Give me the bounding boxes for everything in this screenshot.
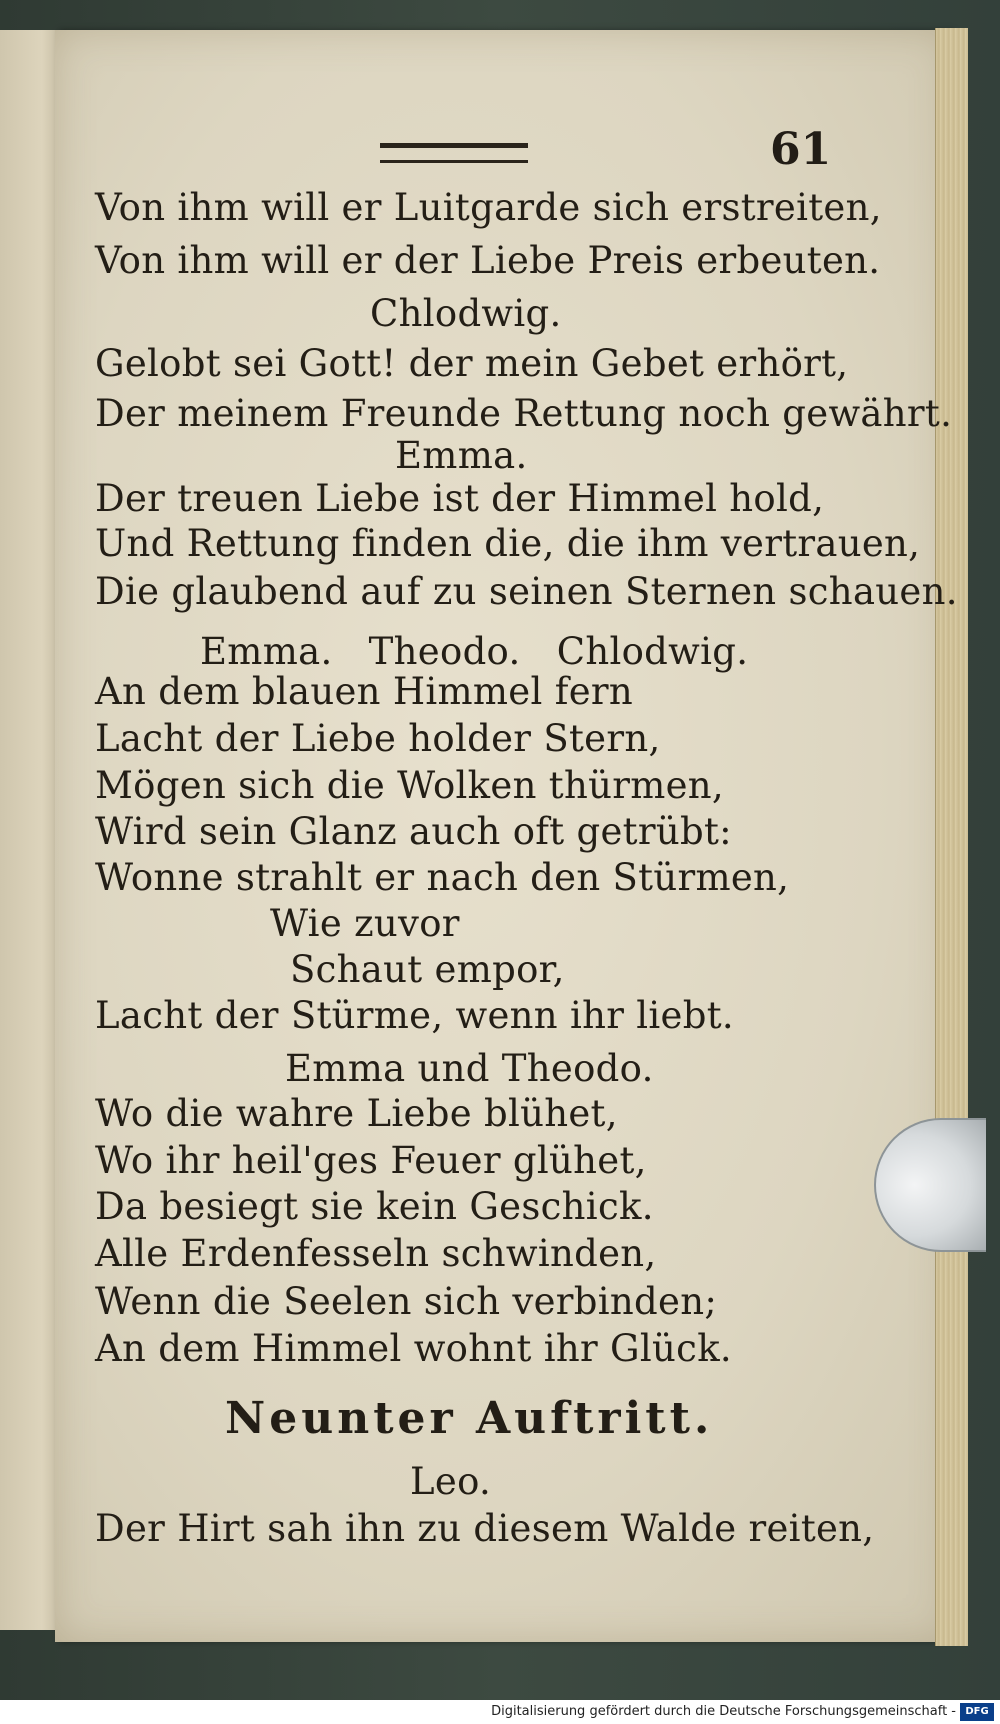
speaker-names: Emma und Theodo. [285, 1047, 654, 1090]
text-line: Wonne strahlt er nach den Stürmen, [95, 856, 790, 899]
text-line: Wird sein Glanz auch oft getrübt: [95, 810, 732, 853]
dfg-logo: DFG [960, 1703, 994, 1721]
footer-bar [0, 1700, 1000, 1724]
text-line: Wie zuvor [270, 902, 460, 945]
page-number: 61 [770, 124, 832, 175]
text-line: Lacht der Stürme, wenn ihr liebt. [95, 994, 734, 1037]
speaker-name: Chlodwig. [370, 292, 562, 335]
text-line: Mögen sich die Wolken thürmen, [95, 764, 724, 807]
text-line: Alle Erdenfesseln schwinden, [95, 1232, 657, 1275]
text-line: An dem Himmel wohnt ihr Glück. [95, 1327, 732, 1370]
text-line: Und Rettung finden die, die ihm vertrauen, [95, 522, 921, 565]
text-line: Von ihm will er Luitgarde sich erstreiten, [95, 186, 882, 229]
text-line: Lacht der Liebe holder Stern, [95, 717, 661, 760]
header-rule [380, 143, 528, 163]
text-line: Wenn die Seelen sich verbinden; [95, 1280, 718, 1323]
speaker-name: Leo. [410, 1460, 492, 1503]
text-line: Wo ihr heil'ges Feuer glühet, [95, 1139, 647, 1182]
text-line: Der Hirt sah ihn zu diesem Walde reiten, [95, 1507, 875, 1550]
page-stack-edge [935, 28, 968, 1646]
text-line: Da besiegt sie kein Geschick. [95, 1185, 654, 1228]
text-line: Wo die wahre Liebe blühet, [95, 1092, 618, 1135]
text-line: Der treuen Liebe ist der Himmel hold, [95, 477, 825, 520]
speaker-name: Emma. [395, 434, 528, 477]
scene-heading: Neunter Auftritt. [225, 1393, 714, 1444]
footer-credit: Digitalisierung gefördert durch die Deutsche Forschungsgemeinschaft - [491, 1704, 956, 1719]
text-line: Schaut empor, [290, 948, 565, 991]
speaker-names: Emma. Theodo. Chlodwig. [200, 630, 749, 673]
text-line: An dem blauen Himmel fern [95, 670, 634, 713]
text-line: Die glaubend auf zu seinen Sternen schauen. [95, 570, 958, 613]
text-line: Von ihm will er der Liebe Preis erbeuten. [95, 239, 881, 282]
text-line: Der meinem Freunde Rettung noch gewährt. [95, 392, 953, 435]
text-line: Gelobt sei Gott! der mein Gebet erhört, [95, 342, 849, 385]
